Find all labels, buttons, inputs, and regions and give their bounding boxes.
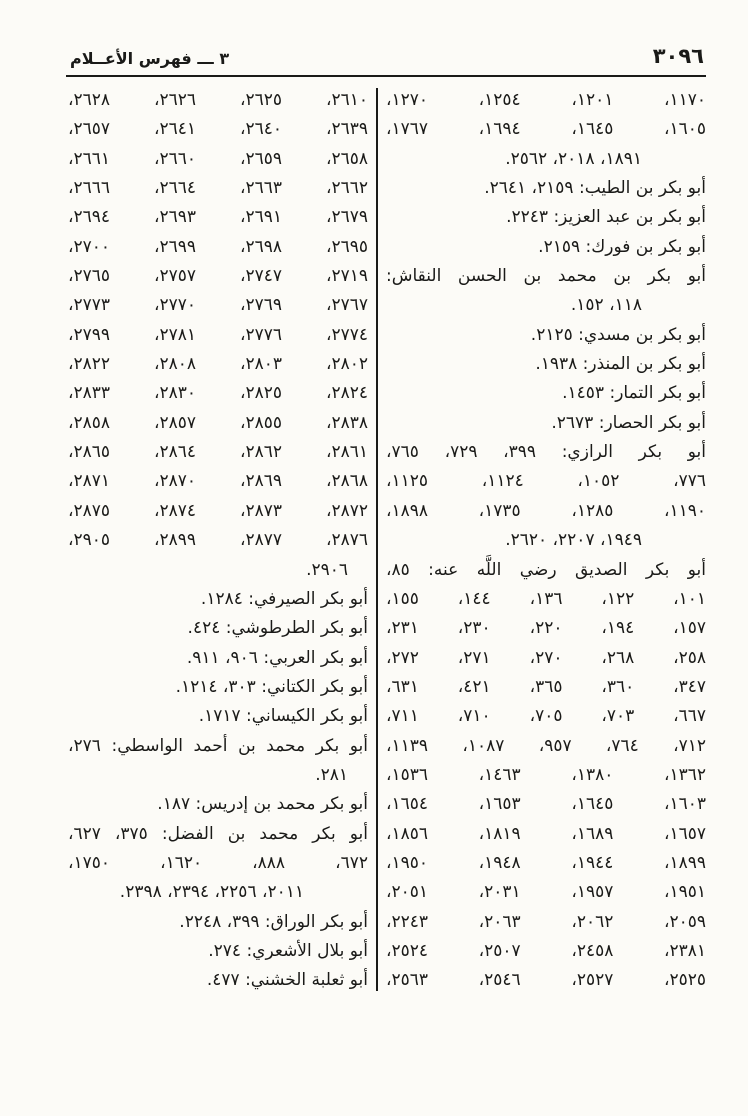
index-column-left (68, 86, 368, 996)
index-line: ٢٦١٠، ٢٦٢٥، ٢٦٢٦، ٢٦٢٨، (68, 90, 369, 110)
index-line: أبو بكر الكتاني: ٣٠٣، ١٢١٤. (175, 676, 368, 697)
index-line: أبو بكر بن محمد بن الحسن النقاش: (386, 266, 706, 287)
index-line: ١٦٠٣، ١٦٤٥، ١٦٥٣، ١٦٥٤، (386, 794, 706, 815)
index-line: أبو بكر الحصار: ٢٦٧٣. (551, 412, 706, 433)
index-line: ٢٧٧٤، ٢٧٧٦، ٢٧٨١، ٢٧٩٩، (68, 324, 369, 345)
index-line: ٢٥٢٥، ٢٥٢٧، ٢٥٤٦، ٢٥٦٣، (386, 970, 706, 991)
index-line: ٢٨٦١، ٢٨٦٢، ٢٨٦٤، ٢٨٦٥، (68, 442, 369, 463)
index-line: أبو بكر الوراق: ٣٩٩، ٢٢٤٨. (179, 911, 368, 932)
index-line: ٢٦٥٨، ٢٦٥٩، ٢٦٦٠، ٢٦٦١، (68, 148, 369, 169)
index-line: ٢٦٧٩، ٢٦٩١، ٢٦٩٣، ٢٦٩٤، (68, 207, 369, 228)
index-line: ٢٠٥٩، ٢٠٦٢، ٢٠٦٣، ٢٢٤٣، (386, 911, 706, 932)
page-header (0, 0, 748, 72)
index-line: أبو بكر بن عبد العزيز: ٢٢٤٣. (506, 207, 706, 228)
index-line: ١٨٩٩، ١٩٤٤، ١٩٤٨، ١٩٥٠، (386, 852, 706, 873)
index-line: أبو بكر محمد بن أحمد الواسطي: ٢٧٦، (68, 735, 368, 756)
index-line: ٢٧٦٧، ٢٧٦٩، ٢٧٧٠، ٢٧٧٣، (68, 295, 369, 316)
index-line: أبو بكر بن الطيب: ٢١٥٩، ٢٦٤١. (484, 178, 706, 199)
index-line: أبو بكر الكيساني: ١٧١٧. (198, 706, 368, 727)
index-line: ١١٨، ١٥٢. (570, 295, 642, 316)
index-line: ٢٨٠٢، ٢٨٠٣، ٢٨٠٨، ٢٨٢٢، (68, 354, 369, 375)
index-line: ١٨٩١، ٢٠١٨، ٢٥٦٢. (505, 148, 642, 169)
index-line: ١١٧٠، ١٢٠١، ١٢٥٤، ١٢٧٠، (386, 90, 706, 110)
index-line: ٧١٢، ٧٦٤، ٩٥٧، ١٠٨٧، ١١٣٩، (386, 735, 707, 756)
index-line: أبو بكر محمد بن الفضل: ٣٧٥، ٦٢٧، (68, 823, 369, 844)
index-line: ٢٨٦٨، ٢٨٦٩، ٢٨٧٠، ٢٨٧١، (68, 471, 369, 492)
index-line: ٢٨٢٤، ٢٨٢٥، ٢٨٣٠، ٢٨٣٣، (68, 383, 369, 404)
index-line: أبو بكر بن مسدي: ٢١٢٥. (530, 324, 706, 345)
index-line: ٢٧١٩، ٢٧٤٧، ٢٧٥٧، ٢٧٦٥، (68, 266, 369, 287)
index-line: أبو بكر الصديق رضي اللَّه عنه: ٨٥، (386, 559, 706, 580)
index-line: ٢٩٠٦. (306, 559, 348, 580)
column-divider (376, 88, 378, 991)
index-line: ١٥٧، ١٩٤، ٢٢٠، ٢٣٠، ٢٣١، (386, 618, 707, 639)
index-line: أبو ثعلبة الخشني: ٤٧٧. (206, 970, 368, 991)
index-columns (0, 77, 748, 996)
index-line: أبو بكر الطرطوشي: ٤٢٤. (187, 618, 368, 639)
index-line: ٢٨٧٢، ٢٨٧٣، ٢٨٧٤، ٢٨٧٥، (68, 500, 369, 521)
page-number: ٣٠٩٦ (652, 44, 704, 68)
index-line: ١٩٤٩، ٢٢٠٧، ٢٦٢٠. (505, 530, 642, 551)
index-line: ١٦٠٥، ١٦٤٥، ١٦٩٤، ١٧٦٧، (386, 119, 706, 140)
index-line: ١٦٥٧، ١٦٨٩، ١٨١٩، ١٨٥٦، (386, 823, 706, 844)
index-line: ٣٤٧، ٣٦٠، ٣٦٥، ٤٢١، ٦٣١، (386, 676, 707, 697)
index-line: ١٣٦٢، ١٣٨٠، ١٤٦٣، ١٥٣٦، (386, 764, 706, 785)
index-line: أبو بكر التمار: ١٤٥٣. (562, 383, 706, 404)
index-line: ٢٦٩٥، ٢٦٩٨، ٢٦٩٩، ٢٧٠٠، (68, 236, 369, 257)
index-line: ١١٩٠، ١٢٨٥، ١٧٣٥، ١٨٩٨، (386, 500, 706, 521)
index-line: أبو بكر العربي: ٩٠٦، ٩١١. (186, 647, 368, 668)
index-line: ٢٨١. (315, 764, 348, 785)
index-line: ٧٧٦، ١٠٥٢، ١١٢٤، ١١٢٥، (386, 471, 707, 492)
index-column-right (386, 86, 706, 996)
index-line: ٦٦٧، ٧٠٣، ٧٠٥، ٧١٠، ٧١١، (386, 706, 707, 727)
index-line: ٢٦٣٩، ٢٦٤٠، ٢٦٤١، ٢٦٥٧، (68, 119, 369, 140)
index-line: ٦٧٢، ٨٨٨، ١٦٢٠، ١٧٥٠، (68, 852, 369, 873)
index-line: أبو بلال الأشعري: ٢٧٤. (208, 940, 368, 961)
index-line: ٢٠١١، ٢٢٥٦، ٢٣٩٤، ٢٣٩٨. (119, 882, 304, 903)
index-line: أبو بكر بن المنذر: ١٩٣٨. (535, 354, 706, 375)
running-title: ٣ ـــ فهرس الأعــلام (70, 49, 230, 68)
index-line: أبو بكر الصيرفي: ١٢٨٤. (200, 588, 368, 609)
index-line: ٢٣٨١، ٢٤٥٨، ٢٥٠٧، ٢٥٢٤، (386, 940, 706, 961)
index-line: ١٠١، ١٢٢، ١٣٦، ١٤٤، ١٥٥، (386, 588, 707, 609)
index-line: أبو بكر الرازي: ٣٩٩، ٧٢٩، ٧٦٥، (386, 442, 707, 463)
index-line: أبو بكر محمد بن إدريس: ١٨٧. (157, 794, 368, 815)
index-line: ٢٨٣٨، ٢٨٥٥، ٢٨٥٧، ٢٨٥٨، (68, 412, 369, 433)
index-line: ٢٨٧٦، ٢٨٧٧، ٢٨٩٩، ٢٩٠٥، (68, 530, 369, 551)
index-line: ٢٦٦٢، ٢٦٦٣، ٢٦٦٤، ٢٦٦٦، (68, 178, 369, 199)
index-line: ١٩٥١، ١٩٥٧، ٢٠٣١، ٢٠٥١، (386, 882, 706, 903)
index-line: ٢٥٨، ٢٦٨، ٢٧٠، ٢٧١، ٢٧٢، (386, 647, 707, 668)
index-line: أبو بكر بن فورك: ٢١٥٩. (538, 236, 706, 257)
